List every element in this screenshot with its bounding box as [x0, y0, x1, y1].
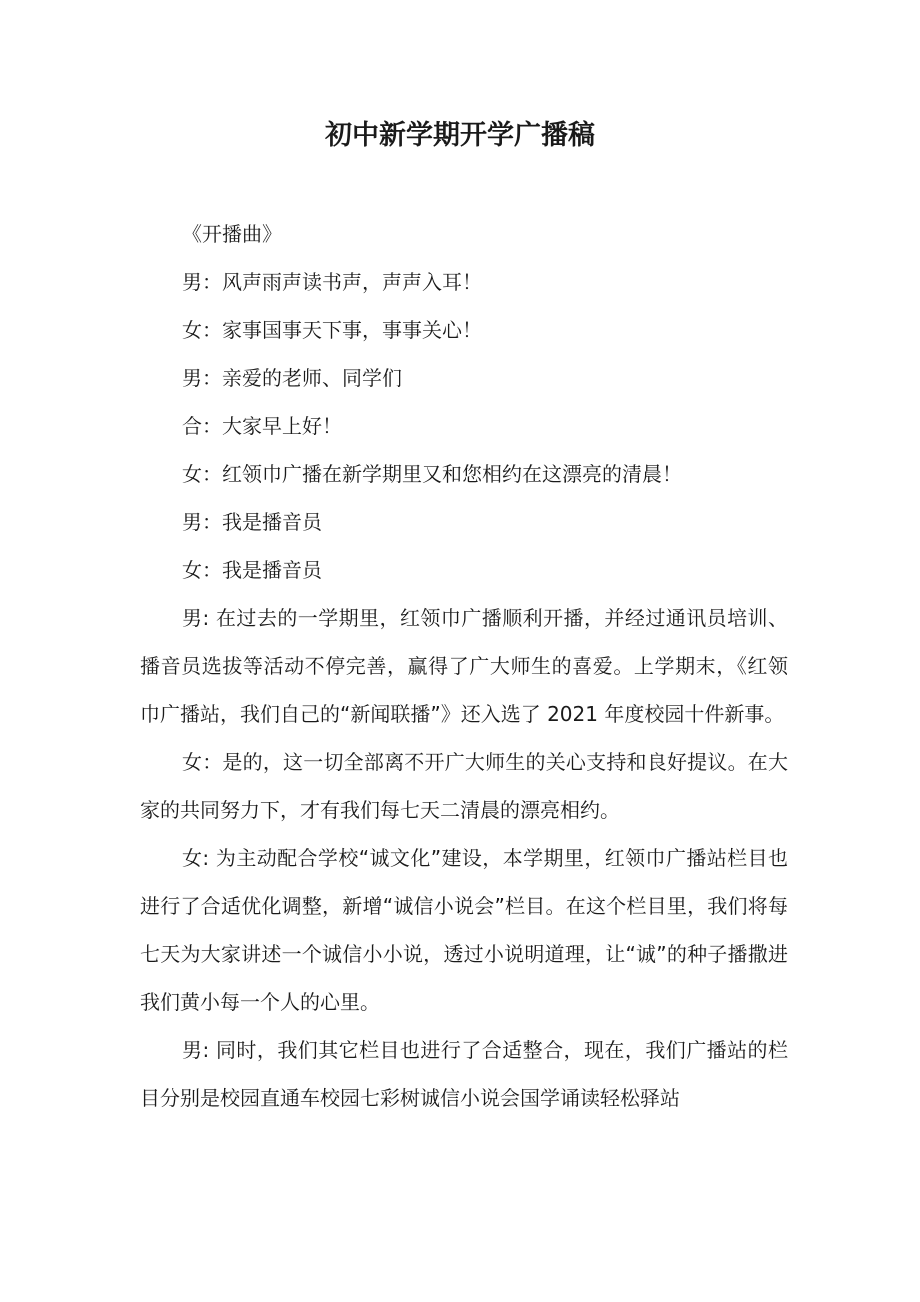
paragraph-multiline: 男: 同时，我们其它栏目也进行了合适整合，现在，我们广播站的栏目分别是校园直通车校园七彩树诚信小说会国学诵读轻松驿站: [140, 1038, 788, 1110]
paragraph-line: 男：我是播音员: [182, 510, 322, 534]
paragraph-line: 女：我是播音员: [182, 558, 322, 582]
paragraph-line: 女：红领巾广播在新学期里又和您相约在这漂亮的清晨！: [182, 462, 682, 486]
paragraph-multiline: 男: 在过去的一学期里，红领巾广播顺利开播，并经过通讯员培训、播音员选拔等活动不停完善，赢得了广大师生的喜爱。上学期末，《红领巾广播站，我们自己的“新闻联播”》还入选了 2021 年度校园十件新事。: [140, 606, 788, 726]
paragraph-multiline: 女：是的，这一切全部离不开广大师生的关心支持和良好提议。在大家的共同努力下，才有我们每七天二清晨的漂亮相约。: [140, 750, 788, 822]
document-title: 初中新学期开学广播稿: [325, 120, 595, 151]
paragraph-opening-music: 《开播曲》: [182, 222, 282, 246]
document-body: [140, 210, 788, 1122]
paragraph-line: 男：亲爱的老师、同学们: [182, 366, 402, 390]
paragraph-line: 女：家事国事天下事，事事关心！: [182, 318, 482, 342]
paragraph-line: 合：大家早上好！: [182, 414, 342, 438]
paragraph-line: 男：风声雨声读书声，声声入耳！: [182, 270, 482, 294]
paragraph-multiline: 女: 为主动配合学校“诚文化”建设，本学期里，红领巾广播站栏目也进行了合适优化调整，新增“诚信小说会”栏目。在这个栏目里，我们将每七天为大家讲述一个诚信小小说，透过小说明道理，让“诚”的种子播撒进我们黄小每一个人的心里。: [140, 846, 788, 1014]
